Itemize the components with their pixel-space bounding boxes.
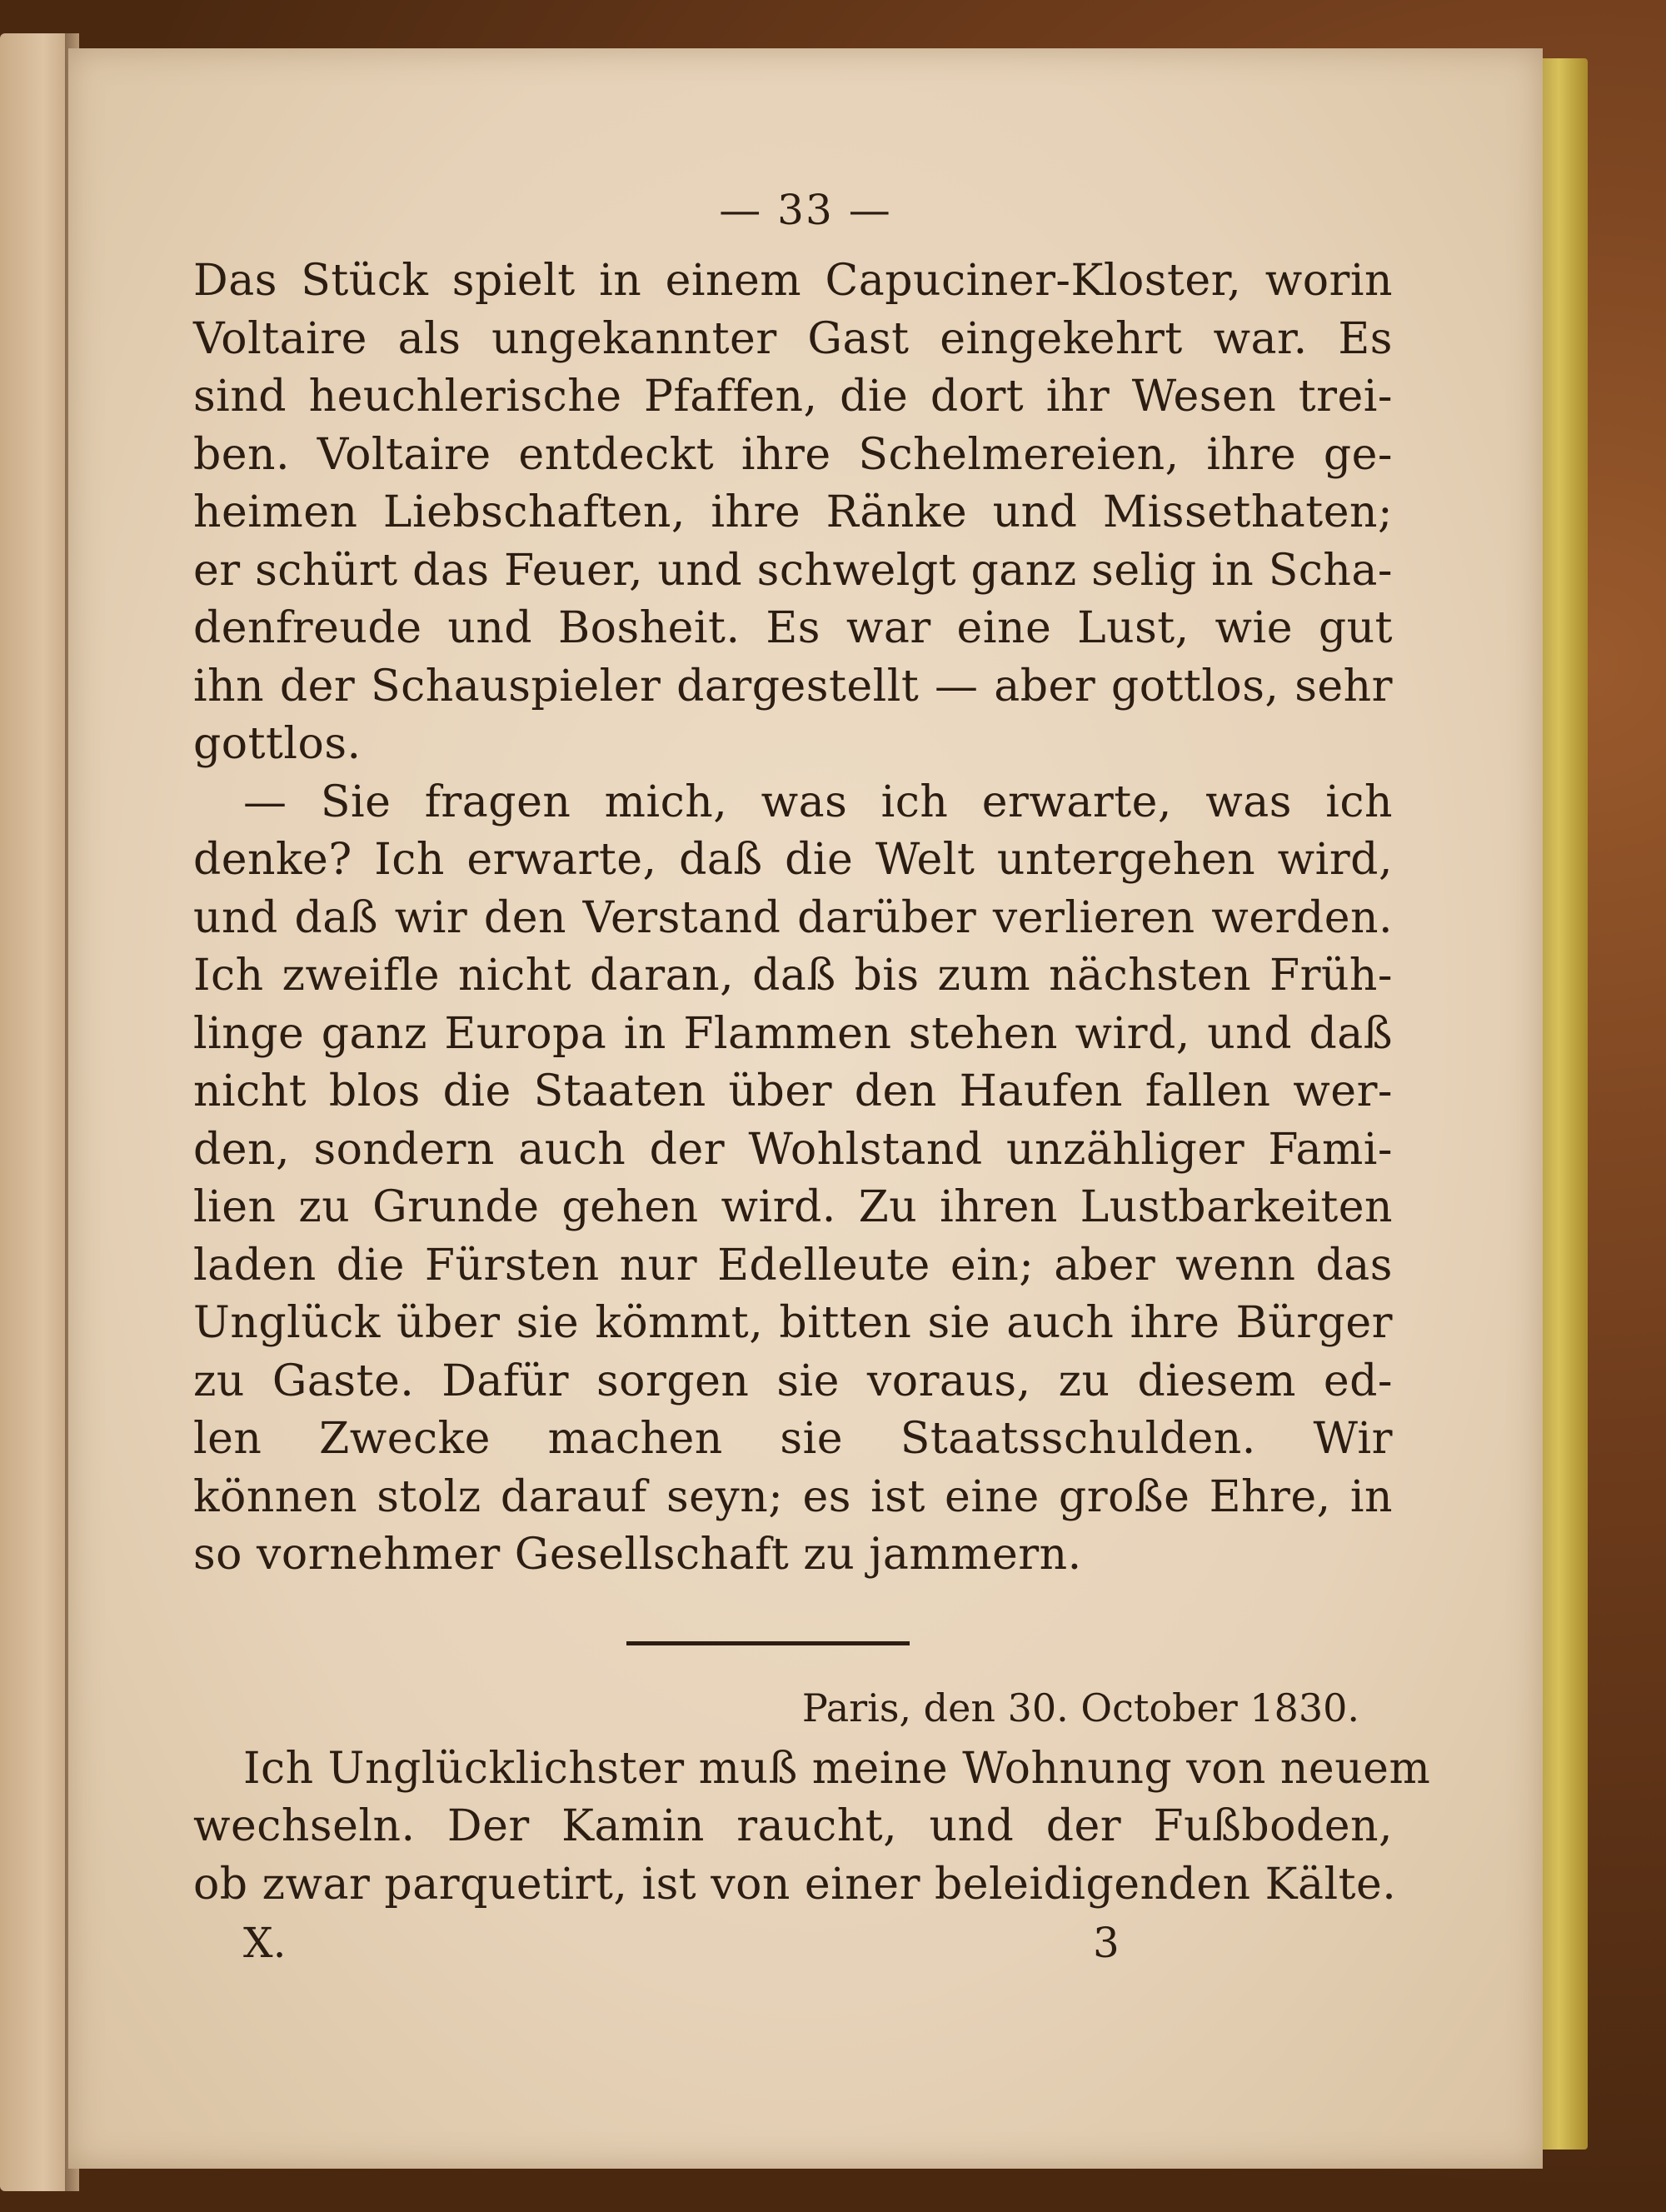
gilt-page-edge: [1539, 58, 1588, 2150]
text-line: und daß wir den Verstand darüber verlieren werden.: [193, 892, 1393, 943]
text-line: nicht blos die Staaten über den Haufen fallen wer-: [193, 1066, 1393, 1116]
page-footer: [193, 1919, 1393, 1977]
text-line: Ich zweifle nicht daran, daß bis zum nächsten Früh-: [193, 951, 1393, 1001]
text-line: können stolz darauf seyn; es ist eine große Ehre, in: [193, 1471, 1393, 1522]
page-content: [193, 186, 1431, 1977]
text-line: Unglück über sie kömmt, bitten sie auch ihre Bürger: [193, 1298, 1393, 1348]
text-line: sind heuchlerische Pfaffen, die dort ihr Wesen trei-: [193, 372, 1393, 422]
text-line: er schürt das Feuer, und schwelgt ganz selig in Scha-: [193, 545, 1393, 596]
text-line: so vornehmer Gesellschaft zu jammern.: [193, 1530, 1082, 1580]
text-line: denfreude und Bosheit. Es war eine Lust, wie gut: [193, 603, 1393, 653]
text-line: zu Gaste. Dafür sorgen sie voraus, zu diesem ed-: [193, 1356, 1393, 1406]
text-line: Das Stück spielt in einem Capuciner-Kloster, worin: [193, 256, 1393, 306]
section-divider: [626, 1641, 910, 1645]
signature-mark: X.: [243, 1919, 287, 1967]
text-line: Ich Unglücklichster muß meine Wohnung von neuem: [243, 1743, 1431, 1794]
text-line: lien zu Grunde gehen wird. Zu ihren Lustbarkeiten: [193, 1182, 1393, 1232]
book-page: [68, 48, 1543, 2169]
paragraph-1: [193, 252, 1393, 774]
paragraph-3: [193, 1740, 1431, 1915]
text-line: den, sondern auch der Wohlstand unzähliger Fami-: [193, 1124, 1393, 1175]
text-line: heimen Liebschaften, ihre Ränke und Missethaten;: [193, 487, 1393, 537]
paragraph-2: [193, 774, 1393, 1585]
text-line: wechseln. Der Kamin raucht, und der Fußboden,: [193, 1801, 1393, 1851]
text-line: ben. Voltaire entdeckt ihre Schelmereien, ihre ge-: [193, 429, 1393, 480]
text-line: laden die Fürsten nur Edelleute ein; aber wenn das: [193, 1240, 1393, 1291]
text-line: linge ganz Europa in Flammen stehen wird, und daß: [193, 1008, 1393, 1059]
text-line: Voltaire als ungekannter Gast eingekehrt war. Es: [193, 313, 1393, 364]
page-number: — 33 —: [719, 186, 892, 234]
text-line: — Sie fragen mich, was ich erwarte, was ich: [243, 776, 1393, 827]
text-line: len Zwecke machen sie Staatsschulden. Wir: [193, 1414, 1393, 1464]
text-line: gottlos.: [193, 719, 362, 769]
text-line: ob zwar parquetirt, ist von einer beleidigenden Kälte.: [193, 1859, 1397, 1910]
text-line: denke? Ich erwarte, daß die Welt untergehen wird,: [193, 835, 1393, 885]
text-line: ihn der Schauspieler dargestellt — aber gottlos, sehr: [193, 661, 1393, 712]
dateline: Paris, den 30. October 1830.: [801, 1685, 1359, 1730]
sheet-number: 3: [1093, 1919, 1120, 1967]
